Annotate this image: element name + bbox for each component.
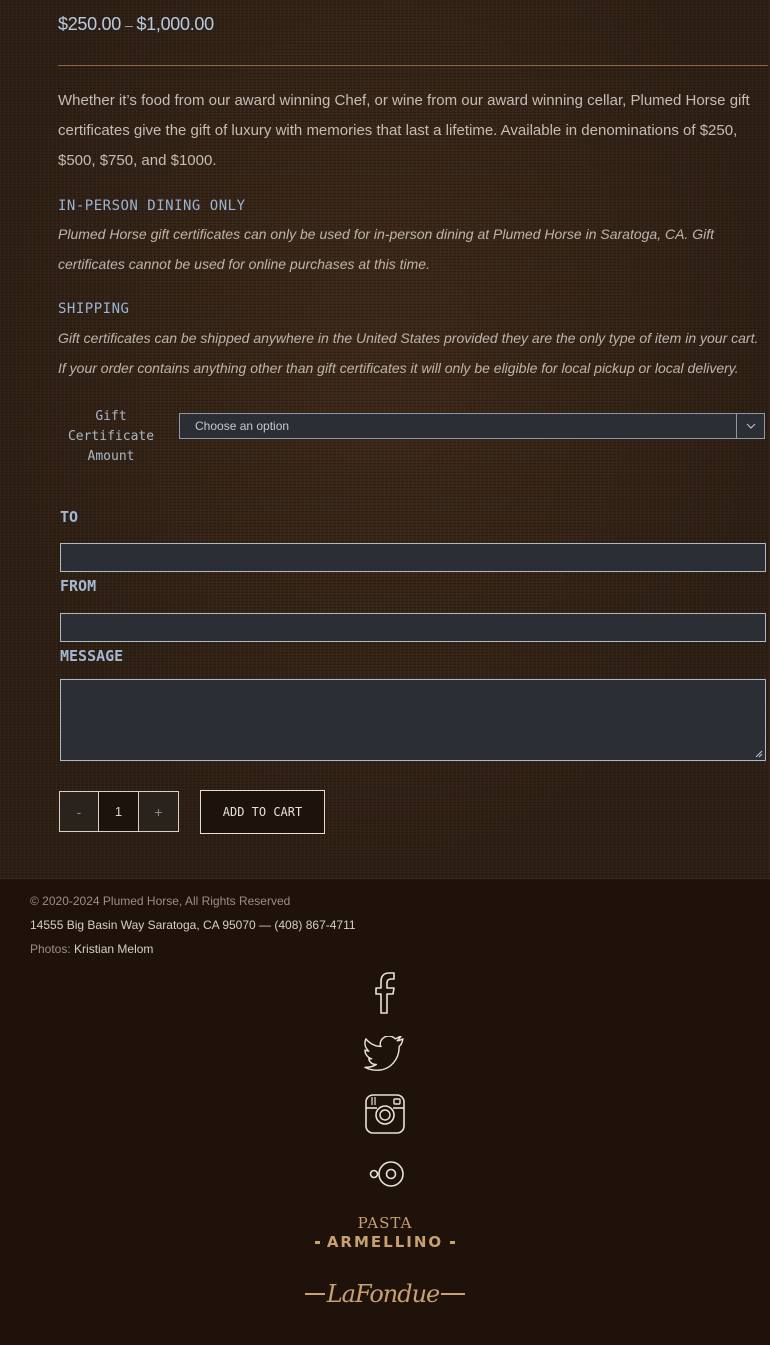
shipping-title: SHIPPING (58, 301, 130, 317)
lafondue-logo-row (300, 1280, 470, 1308)
message-label: MESSAGE (60, 647, 124, 665)
copyright: © 2020-2024 Plumed Horse, All Rights Reserved (30, 894, 291, 908)
to-input[interactable] (60, 543, 766, 572)
fork-left (305, 1293, 325, 1295)
photos-label: Photos: (30, 942, 71, 956)
from-label: FROM (60, 577, 97, 595)
photo-credit (30, 942, 153, 956)
chevron-down-icon (736, 414, 764, 438)
add-to-cart-button[interactable]: ADD TO CART (200, 790, 325, 834)
price-separator: – (124, 17, 133, 33)
dining-title: IN-PERSON DINING ONLY (58, 198, 246, 214)
price-min: $250.00 (58, 14, 121, 34)
twitter-icon[interactable] (360, 1031, 410, 1077)
pasta-logo-main-row (300, 1233, 470, 1251)
la-fondue-logo[interactable] (300, 1280, 470, 1308)
divider (58, 65, 768, 66)
from-input[interactable] (60, 613, 766, 642)
price-max: $1,000.00 (136, 14, 214, 34)
facebook-icon[interactable] (360, 970, 410, 1016)
qty-input[interactable]: 1 (99, 791, 138, 832)
qty-plus-button[interactable]: + (138, 791, 179, 832)
to-label: TO (60, 508, 79, 526)
footer-divider (0, 878, 770, 879)
lafondue-logo-text: LaFondue (326, 1280, 440, 1308)
fork-right (441, 1293, 465, 1295)
photos-credit-link[interactable]: Kristian Melom (74, 942, 154, 956)
instagram-icon[interactable] (360, 1091, 410, 1137)
product-description: Whether it’s food from our award winning Chef, or wine from our award winning cellar, Plumed Horse gift certificates give the gift of luxury with memories that last a lifetime. Available in denominations of $250, $500, $750, and $1000. (58, 92, 750, 169)
address-link[interactable]: 14555 Big Basin Way Saratoga, CA 95070 — (408) 867-4711 (30, 918, 356, 932)
shipping-text: Gift certificates can be shipped anywhere in the United States provided they are the only type of item in your cart. If your order contains anything other than gift certificates it will only be eligible for local pickup or local delivery. (58, 330, 759, 376)
pasta-logo-main: ARMELLINO (326, 1233, 444, 1251)
resize-handle-icon[interactable] (755, 750, 763, 758)
logo-dash-right (450, 1241, 455, 1244)
qty-minus-button[interactable]: - (59, 791, 99, 832)
pasta-logo-top: PASTA (357, 1214, 413, 1232)
price-range (58, 14, 214, 35)
amount-select[interactable] (179, 413, 765, 439)
logo-dash-left (315, 1241, 320, 1244)
flickr-icon[interactable] (360, 1151, 410, 1197)
dining-text: Plumed Horse gift certificates can only be used for in-person dining at Plumed Horse in Saratoga, CA. Gift certificates cannot be used for online purchases at this time. (58, 226, 714, 272)
amount-select-value: Choose an option (195, 419, 290, 433)
amount-label: Gift Certificate Amount (67, 409, 155, 464)
pasta-armellino-logo[interactable] (300, 1214, 470, 1251)
message-textarea[interactable] (60, 679, 766, 761)
